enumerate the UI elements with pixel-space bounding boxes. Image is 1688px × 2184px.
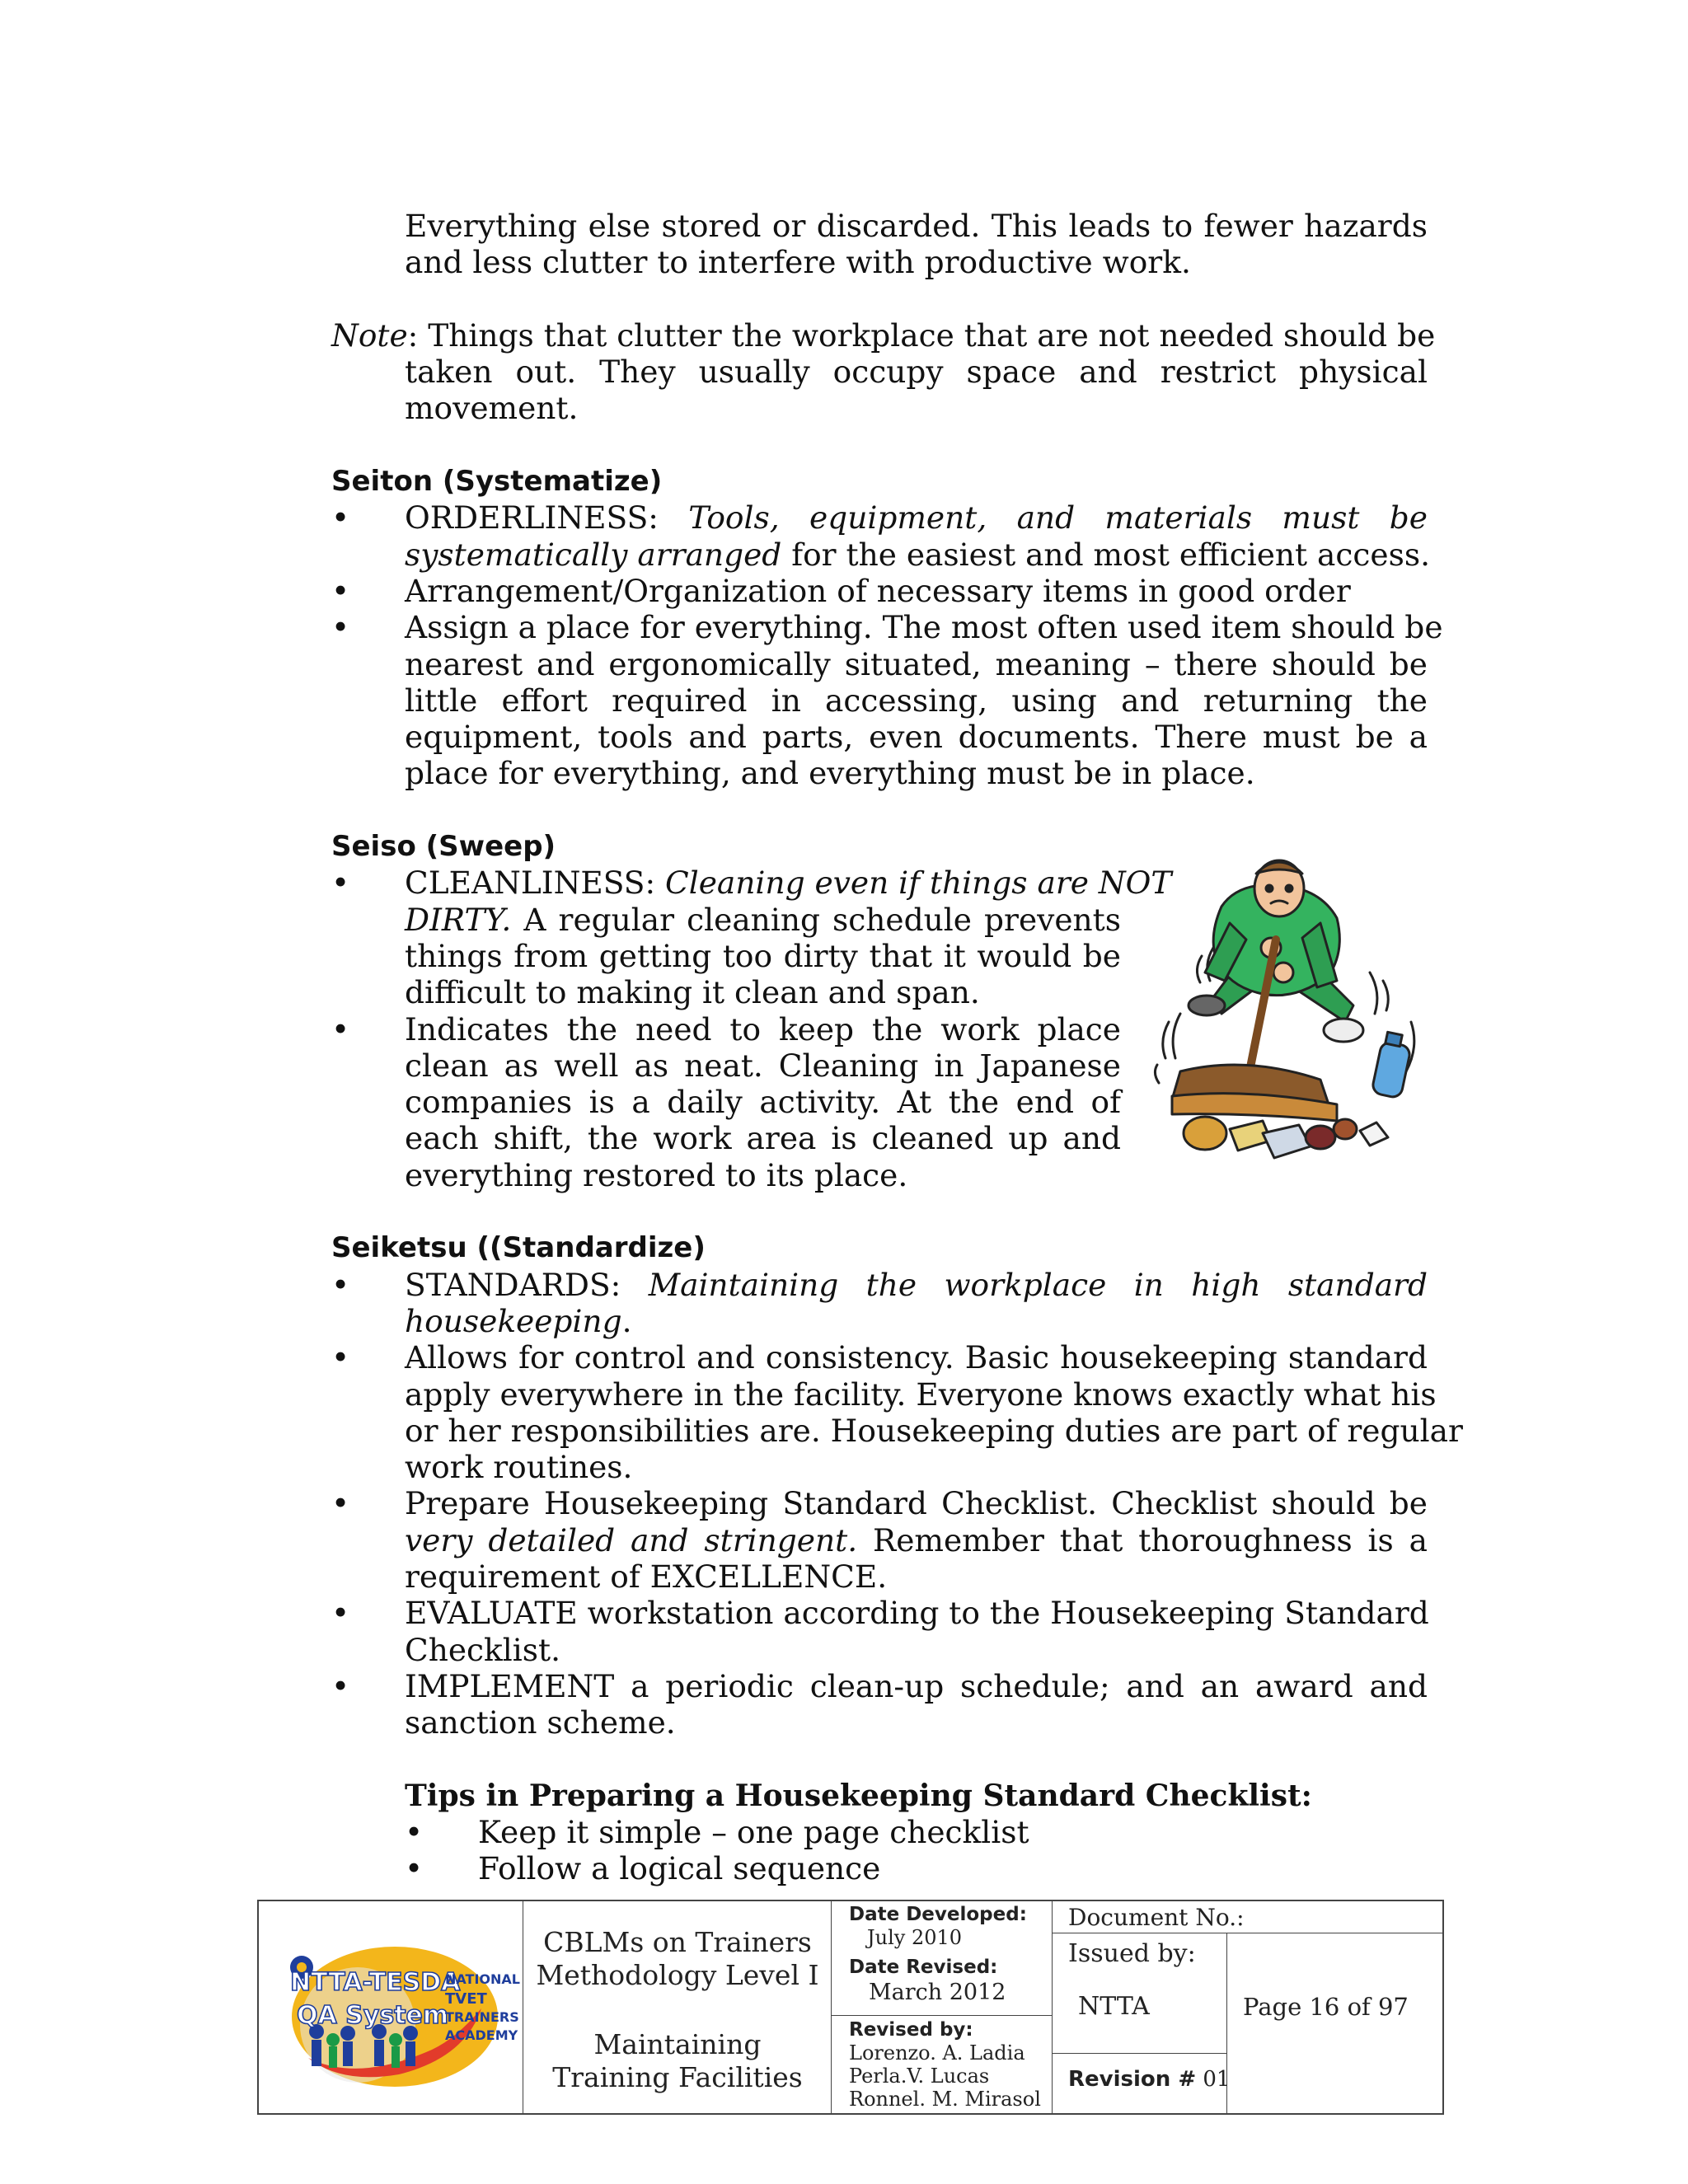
date-info: [836, 1903, 1050, 2015]
list-item: [405, 1814, 1428, 1850]
revision-label: Revision #: [1068, 2067, 1197, 2092]
text-line: and less clutter to interfere with productive work.: [405, 244, 1191, 281]
text-line: Cleaning even if things are NOT: [665, 865, 1172, 902]
text-line: Methodology Level I: [536, 1959, 819, 1991]
text-line: DIRTY.: [405, 901, 512, 938]
text-line: Everything else stored or discarded. This leads to fewer hazards: [405, 208, 1428, 244]
text-line: clean as well as neat. Cleaning in Japanese: [405, 1047, 1121, 1084]
text-line: movement.: [405, 390, 579, 427]
issued-by-label: Issued by:: [1068, 1939, 1196, 1968]
text-line: IMPLEMENT a periodic clean-up schedule; and an award and: [405, 1667, 1428, 1704]
document-no-label: Document No.:: [1068, 1904, 1245, 1931]
revised-by: [836, 2018, 1050, 2114]
text-line: everything restored to its place.: [405, 1156, 908, 1193]
tips-section: [331, 1778, 1428, 1887]
document-footer-table: [257, 1900, 1444, 2115]
bullet: •: [331, 609, 350, 646]
text-line: systematically arranged: [405, 536, 782, 573]
date-revised-label: Date Revised:: [849, 1957, 998, 1978]
text-line: A regular cleaning schedule prevents: [511, 901, 1121, 938]
text-line: Follow a logical sequence: [478, 1850, 881, 1887]
reviser-name: Ronnel. M. Mirasol: [849, 2088, 1041, 2111]
tips-heading: Tips in Preparing a Housekeeping Standard Checklist:: [405, 1778, 1312, 1813]
text-line: EVALUATE workstation according to the Housekeeping Standard: [405, 1595, 1429, 1632]
revised-by-label: Revised by:: [849, 2019, 973, 2041]
date-developed-label: Date Developed:: [849, 1904, 1027, 1925]
text-line: or her responsibilities are. Housekeeping duties are part of regular: [405, 1412, 1463, 1449]
text-line: CLEANLINESS:: [405, 865, 666, 902]
text-line: Prepare Housekeeping Standard Checklist. Checklist should be: [405, 1485, 1428, 1522]
course-title: [524, 1901, 831, 2113]
text-line: .: [621, 1302, 632, 1339]
section-heading: Seiton (Systematize): [331, 465, 663, 499]
revision: [1068, 2066, 1230, 2093]
text-line: things from getting too dirty that it would be: [405, 937, 1121, 974]
text-line: very detailed and stringent.: [405, 1521, 858, 1558]
bullet: •: [331, 1010, 350, 1047]
note-paragraph: [331, 316, 1436, 427]
text-line: Arrangement/Organization of necessary items in good order: [405, 572, 1351, 609]
bullet: •: [331, 1595, 350, 1632]
text-line: requirement of EXCELLENCE.: [405, 1558, 888, 1595]
bullet: •: [331, 1485, 350, 1522]
logo-side-text: TVET: [445, 1990, 487, 2008]
bullet: •: [331, 1339, 350, 1376]
text-line: housekeeping: [405, 1302, 622, 1339]
reviser-name: Lorenzo. A. Ladia: [849, 2041, 1025, 2064]
text-line: Assign a place for everything. The most often used item should be: [405, 609, 1443, 646]
text-line: Keep it simple – one page checklist: [478, 1814, 1029, 1851]
text-line: : Things that clutter the workplace that are not needed should be: [407, 316, 1436, 354]
text-line: equipment, tools and parts, even documents. There must be a: [405, 719, 1428, 756]
text-line: Allows for control and consistency. Basic housekeeping standard: [405, 1339, 1428, 1376]
note-label: Note: [331, 316, 408, 354]
bullet: •: [405, 1850, 424, 1887]
text-line: sanction scheme.: [405, 1704, 676, 1741]
reviser-name: Perla.V. Lucas: [849, 2064, 990, 2088]
list-item: [405, 1850, 1428, 1886]
text-line: Maintaining the workplace in high standard: [648, 1266, 1428, 1303]
list-item: [331, 865, 1172, 1011]
text-line: nearest and ergonomically situated, meaning – there should be: [405, 645, 1428, 682]
issuer-value: NTTA: [1078, 1992, 1150, 2021]
bullet: •: [331, 499, 350, 537]
section-heading: Seiso (Sweep): [331, 830, 556, 864]
text-line: Indicates the need to keep the work place: [405, 1010, 1121, 1047]
bullet: •: [331, 1266, 350, 1303]
logo-text-line2: QA System: [297, 2001, 449, 2030]
logo-side-text: NATIONAL: [445, 1971, 520, 1987]
text-line: companies is a daily activity. At the end of: [405, 1084, 1121, 1121]
bullet: •: [331, 1667, 350, 1704]
text-line: STANDARDS:: [405, 1266, 649, 1303]
list-item: [331, 609, 1443, 792]
list-item: [331, 573, 1428, 609]
text-line: little effort required in accessing, using and returning the: [405, 682, 1428, 719]
text-line: difficult to making it clean and span.: [405, 974, 980, 1011]
ntta-tesda-logo: [284, 1934, 520, 2091]
text-line: Remember that thoroughness is a: [857, 1521, 1428, 1558]
logo-side-text: ACADEMY: [445, 2027, 518, 2043]
text-line: CBLMs on Trainers: [543, 1926, 812, 1958]
text-line: Maintaining: [593, 2028, 762, 2060]
list-item: [331, 1595, 1428, 1668]
bullet: •: [331, 865, 350, 902]
text-line: each shift, the work area is cleaned up and: [405, 1120, 1121, 1157]
text-line: place for everything, and everything must be in place.: [405, 755, 1255, 792]
date-revised-value: March 2012: [869, 1980, 1006, 2005]
list-item: [331, 1011, 1121, 1193]
logo-side-text: TRAINERS: [445, 2009, 519, 2025]
paragraph-continuation: [331, 208, 1428, 281]
text-line: ORDERLINESS:: [405, 499, 689, 537]
sweeping-man-illustration: [1147, 849, 1444, 1179]
list-item: [331, 499, 1428, 573]
text-line: for the easiest and most efficient access.: [781, 536, 1430, 573]
text-line: Training Facilities: [552, 2061, 803, 2093]
text-line: Tools, equipment, and materials must be: [688, 499, 1428, 537]
list-item: [331, 1485, 1428, 1595]
page-number: Page 16 of 97: [1243, 1993, 1409, 2021]
revision-value: 01: [1203, 2067, 1231, 2092]
text-line: Checklist.: [405, 1631, 560, 1668]
bullet: •: [405, 1814, 424, 1851]
list-item: [331, 1668, 1428, 1741]
bullet: •: [331, 572, 350, 609]
list-item: [331, 1267, 1428, 1340]
text-line: work routines.: [405, 1449, 633, 1486]
text-line: taken out. They usually occupy space and restrict physical: [405, 354, 1428, 391]
logo-text-line1: NTTA-TESDA: [290, 1968, 461, 1997]
section-heading: Seiketsu ((Standardize): [331, 1231, 706, 1265]
list-item: [331, 1339, 1463, 1486]
text-line: apply everywhere in the facility. Everyone knows exactly what his: [405, 1376, 1437, 1413]
date-developed-value: July 2010: [867, 1926, 963, 1949]
